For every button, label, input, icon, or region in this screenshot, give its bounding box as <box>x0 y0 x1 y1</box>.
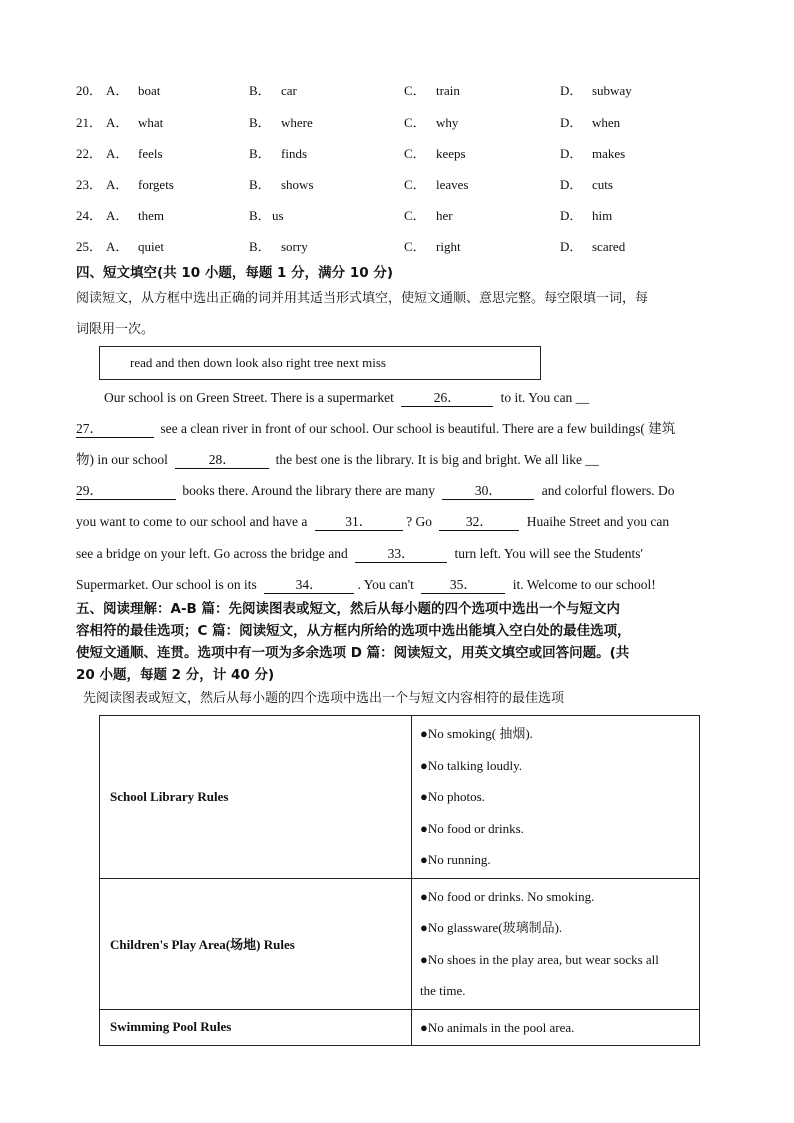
rule-item: ●No photos. <box>420 789 485 804</box>
passage-line <box>76 575 726 595</box>
mcq-row-21 <box>0 113 794 133</box>
section5-heading-line4: 20 小题，每题 2 分，计 40 分) <box>76 667 275 683</box>
section5-heading-line3: 使短文通顺、连贯。选项中有一项为多余选项 D 篇：阅读短文，用英文填空或回答问题。(共 <box>76 645 630 661</box>
blank-28[interactable]: 28． <box>175 452 269 469</box>
passage-text: . You can't <box>357 577 414 592</box>
table-row <box>100 1009 700 1046</box>
rule-item: ●No running. <box>420 852 491 867</box>
option-d-letter: D． <box>560 115 583 130</box>
option-a-text: quiet <box>138 239 164 254</box>
table-row <box>100 878 700 1009</box>
option-a-letter: A． <box>106 177 129 192</box>
option-b-letter: B． <box>249 115 271 130</box>
blank-27[interactable]: 27． <box>76 421 154 438</box>
passage-text: the best one is the library. It is big and bright. We all like __ <box>275 452 599 467</box>
passage-text: ? Go <box>406 514 432 529</box>
option-b-text: sorry <box>281 239 308 254</box>
rule-item: ●No food or drinks. No smoking. <box>420 888 595 904</box>
passage-text: see a clean river in front of our school. Our school is beautiful. There are a few buildings( 建筑 <box>160 421 676 436</box>
section5-heading-line2: 容相符的最佳选项；C 篇：阅读短文，从方框内所给的选项中选出能填入空白处的最佳选项， <box>76 623 631 639</box>
option-b-text: car <box>281 83 297 98</box>
option-a-letter: A． <box>106 146 129 161</box>
rule-items <box>412 1009 700 1046</box>
option-c-letter: C． <box>404 83 426 98</box>
passage-text: Our school is on Green Street. There is a supermarket <box>104 390 394 405</box>
rule-item: ●No talking loudly. <box>420 757 522 773</box>
passage-text: and colorful flowers. Do <box>541 483 675 498</box>
option-d-letter: D． <box>560 208 583 223</box>
passage-line <box>76 481 726 501</box>
rule-item: the time. <box>420 983 466 998</box>
option-d-letter: D． <box>560 177 583 192</box>
option-d-letter: D． <box>560 83 583 98</box>
passage-line <box>76 419 726 439</box>
blank-35[interactable]: 35． <box>421 577 505 594</box>
table-row <box>100 716 700 879</box>
section4-instruction-line2: 词限用一次。 <box>76 322 155 337</box>
mcq-row-20 <box>0 81 794 101</box>
option-d-letter: D． <box>560 239 583 254</box>
section4-instruction-line1: 阅读短文，从方框中选出正确的词并用其适当形式填空，使短文通顺、意思完整。每空限填一词，每 <box>76 291 649 306</box>
option-a-text: boat <box>138 83 161 98</box>
section5-instruction: 先阅读图表或短文，然后从每小题的四个选项中选出一个与短文内容相符的最佳选项 <box>83 691 565 706</box>
passage-text: Huaihe Street and you can <box>526 514 670 529</box>
option-b-letter: B． <box>249 208 271 223</box>
passage-text: see a bridge on your left. Go across the bridge and <box>76 546 348 561</box>
option-c-text: why <box>436 115 459 130</box>
mcq-row-25 <box>0 237 794 257</box>
option-a-letter: A． <box>106 239 129 254</box>
mcq-row-24 <box>0 206 794 226</box>
option-c-letter: C． <box>404 115 426 130</box>
question-number: 22． <box>76 146 103 161</box>
option-b-letter: B． <box>249 239 271 254</box>
option-d-text: him <box>592 208 613 223</box>
passage-text: books there. Around the library there are many <box>182 483 436 498</box>
rule-items <box>412 716 700 879</box>
passage-line <box>104 388 754 408</box>
question-number: 21． <box>76 115 103 130</box>
blank-30[interactable]: 30． <box>442 483 534 500</box>
passage-text: 物) in our school <box>76 452 168 467</box>
option-d-text: cuts <box>592 177 613 192</box>
rule-item: ●No animals in the pool area. <box>420 1019 575 1035</box>
option-b-text: finds <box>281 146 307 161</box>
rule-item: ●No shoes in the play area, but wear socks all <box>420 951 659 967</box>
question-number: 20． <box>76 83 103 98</box>
blank-32[interactable]: 32． <box>439 514 519 531</box>
option-c-text: keeps <box>436 146 466 161</box>
passage-text: you want to come to our school and have a <box>76 514 308 529</box>
passage-line <box>76 512 726 532</box>
passage-text: turn left. You will see the Students' <box>454 546 643 561</box>
blank-29[interactable]: 29． <box>76 483 176 500</box>
section4-heading: 四、短文填空(共 10 小题，每题 1 分，满分 10 分) <box>76 265 394 281</box>
mcq-row-22 <box>0 144 794 164</box>
option-c-text: leaves <box>436 177 469 192</box>
option-a-letter: A． <box>106 115 129 130</box>
passage-line <box>76 544 726 564</box>
option-c-text: right <box>436 239 461 254</box>
option-a-letter: A． <box>106 83 129 98</box>
rules-table <box>99 715 700 1046</box>
passage-line <box>76 450 726 470</box>
option-b-letter: B． <box>249 146 271 161</box>
option-a-text: them <box>138 208 164 223</box>
option-b-text: shows <box>281 177 314 192</box>
rule-category: Swimming Pool Rules <box>100 1009 412 1046</box>
mcq-row-23 <box>0 175 794 195</box>
rule-category: School Library Rules <box>100 716 412 879</box>
blank-31[interactable]: 31． <box>315 514 403 531</box>
question-number: 25． <box>76 239 103 254</box>
question-number: 24． <box>76 208 103 223</box>
option-c-letter: C． <box>404 146 426 161</box>
option-c-text: her <box>436 208 453 223</box>
option-d-text: scared <box>592 239 626 254</box>
option-a-letter: A． <box>106 208 129 223</box>
option-c-text: train <box>436 83 460 98</box>
passage-text: it. Welcome to our school! <box>512 577 656 592</box>
option-a-text: feels <box>138 146 163 161</box>
option-c-letter: C． <box>404 177 426 192</box>
option-c-letter: C． <box>404 239 426 254</box>
section5-heading-line1: 五、阅读理解：A-B 篇：先阅读图表或短文，然后从每小题的四个选项中选出一个与短文内 <box>76 601 621 617</box>
option-c-letter: C． <box>404 208 426 223</box>
option-d-text: makes <box>592 146 626 161</box>
option-b-letter: B． <box>249 177 271 192</box>
rule-item: ●No food or drinks. <box>420 820 524 836</box>
option-d-text: subway <box>592 83 632 98</box>
rule-item: ●No glassware(玻璃制品). <box>420 920 563 935</box>
passage-text: Supermarket. Our school is on its <box>76 577 257 592</box>
option-b-text: us <box>272 208 284 223</box>
option-a-text: what <box>138 115 164 130</box>
blank-33[interactable]: 33． <box>355 546 447 563</box>
rule-category: Children's Play Area(场地) Rules <box>100 878 412 1009</box>
option-b-text: where <box>281 115 313 130</box>
word-box: read and then down look also right tree next miss <box>99 346 541 380</box>
passage-text: to it. You can __ <box>500 390 590 405</box>
blank-34[interactable]: 34． <box>264 577 354 594</box>
option-d-text: when <box>592 115 621 130</box>
rule-item: ●No smoking( 抽烟). <box>420 726 533 741</box>
rule-items <box>412 878 700 1009</box>
question-number: 23． <box>76 177 103 192</box>
option-b-letter: B． <box>249 83 271 98</box>
blank-26[interactable]: 26． <box>401 390 493 407</box>
option-d-letter: D． <box>560 146 583 161</box>
option-a-text: forgets <box>138 177 174 192</box>
